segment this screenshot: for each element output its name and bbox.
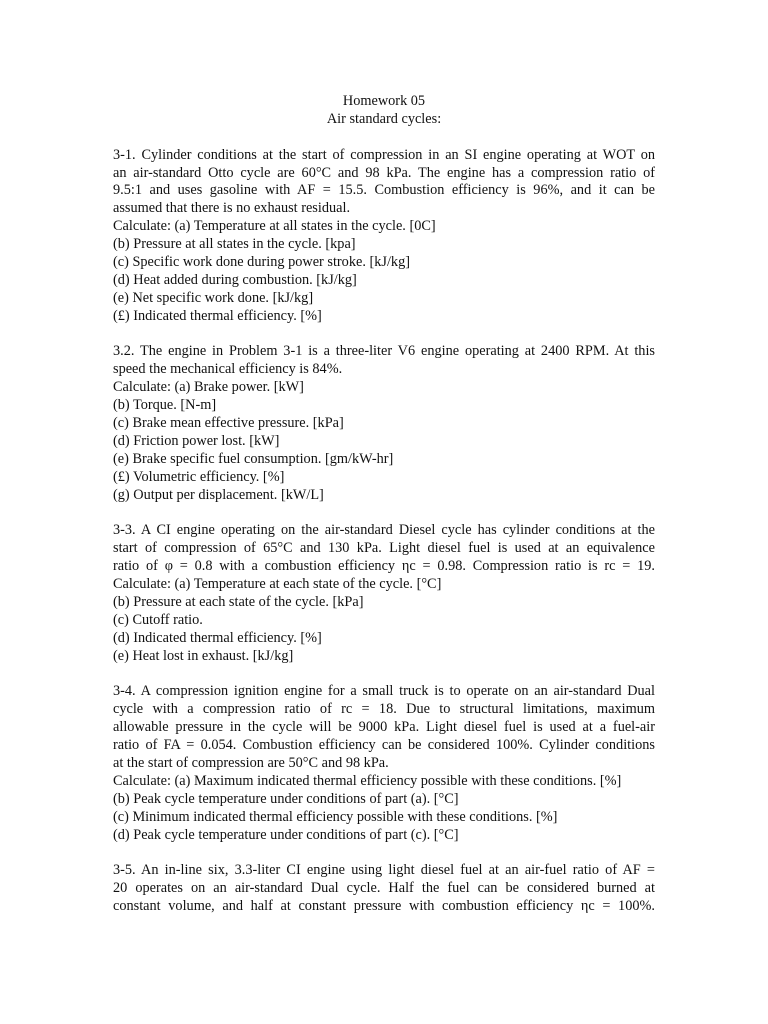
problem-line: (b) Pressure at all states in the cycle. [kpa] [113, 236, 356, 253]
document-subtitle: Air standard cycles: [326, 110, 442, 127]
problem-line: 3-1. Cylinder conditions at the start of compression in an SI engine operating at WOT on [113, 146, 655, 163]
problem-4 [113, 683, 655, 844]
problem-line: (£) Volumetric efficiency. [%] [113, 468, 285, 485]
problem-line: 20 operates on an air-standard Dual cycle. Half the fuel can be considered burned at [113, 880, 655, 897]
problem-line: (c) Minimum indicated thermal efficiency possible with these conditions. [%] [113, 808, 558, 825]
problem-line: 9.5:1 and uses gasoline with AF = 15.5. Combustion efficiency is 96%, and it can be [113, 182, 655, 199]
document-header [113, 93, 655, 129]
problem-3 [113, 522, 655, 665]
document-page [113, 93, 655, 916]
problem-line: 3.2. The engine in Problem 3-1 is a three-liter V6 engine operating at 2400 RPM. At this [113, 343, 655, 360]
problem-line: (c) Cutoff ratio. [113, 611, 203, 628]
problem-line: (b) Pressure at each state of the cycle. [kPa] [113, 593, 364, 610]
problem-line: at the start of compression are 50°C and 98 kPa. [113, 754, 389, 771]
problem-line: (b) Torque. [N-m] [113, 397, 217, 414]
problem-line: 3-5. An in-line six, 3.3-liter CI engine using light diesel fuel at an air-fuel ratio of AF = [113, 862, 655, 879]
problem-line: (d) Peak cycle temperature under conditions of part (c). [°C] [113, 826, 459, 843]
problem-line: start of compression of 65°C and 130 kPa. Light diesel fuel is used at an equivalence [113, 540, 655, 557]
problem-line: (e) Heat lost in exhaust. [kJ/kg] [113, 647, 294, 664]
problem-line: constant volume, and half at constant pressure with combustion efficiency ηc = 100%. [113, 898, 655, 915]
problem-line: 3-3. A CI engine operating on the air-standard Diesel cycle has cylinder conditions at the [113, 522, 655, 539]
problem-line: (£) Indicated thermal efficiency. [%] [113, 307, 322, 324]
problem-line: (d) Indicated thermal efficiency. [%] [113, 629, 322, 646]
problem-line: (d) Friction power lost. [kW] [113, 432, 280, 449]
problem-line: ratio of FA = 0.054. Combustion efficiency can be considered 100%. Cylinder conditions [113, 737, 655, 754]
problem-line: (e) Net specific work done. [kJ/kg] [113, 289, 314, 306]
problem-line: speed the mechanical efficiency is 84%. [113, 361, 343, 378]
problem-2 [113, 343, 655, 504]
problem-list [113, 147, 655, 916]
problem-1 [113, 147, 655, 326]
problem-line: Calculate: (a) Brake power. [kW] [113, 379, 304, 396]
document-title: Homework 05 [342, 93, 426, 109]
problem-line: (c) Specific work done during power stroke. [kJ/kg] [113, 254, 410, 271]
problem-line: Calculate: (a) Maximum indicated thermal efficiency possible with these conditions. [%] [113, 772, 622, 789]
problem-line: cycle with a compression ratio of rc = 18. Due to structural limitations, maximum [113, 701, 655, 718]
problem-line: allowable pressure in the cycle will be 9000 kPa. Light diesel fuel is used at a fuel-air [113, 719, 655, 736]
problem-line: 3-4. A compression ignition engine for a small truck is to operate on an air-standard Dual [113, 683, 655, 700]
problem-line: (e) Brake specific fuel consumption. [gm/kW-hr] [113, 450, 394, 467]
problem-line: (c) Brake mean effective pressure. [kPa] [113, 415, 344, 432]
problem-line: assumed that there is no exhaust residual. [113, 200, 351, 217]
problem-line: (b) Peak cycle temperature under conditions of part (a). [°C] [113, 790, 459, 807]
problem-line: (g) Output per displacement. [kW/L] [113, 486, 324, 503]
problem-line: an air-standard Otto cycle are 60°C and 98 kPa. The engine has a compression ratio of [113, 164, 655, 181]
problem-5 [113, 862, 655, 916]
problem-line: (d) Heat added during combustion. [kJ/kg] [113, 271, 357, 288]
problem-line: ratio of φ = 0.8 with a combustion efficiency ηc = 0.98. Compression ratio is rc = 19. [113, 558, 655, 575]
problem-line: Calculate: (a) Temperature at all states in the cycle. [0C] [113, 218, 436, 235]
problem-line: Calculate: (a) Temperature at each state of the cycle. [°C] [113, 576, 442, 593]
